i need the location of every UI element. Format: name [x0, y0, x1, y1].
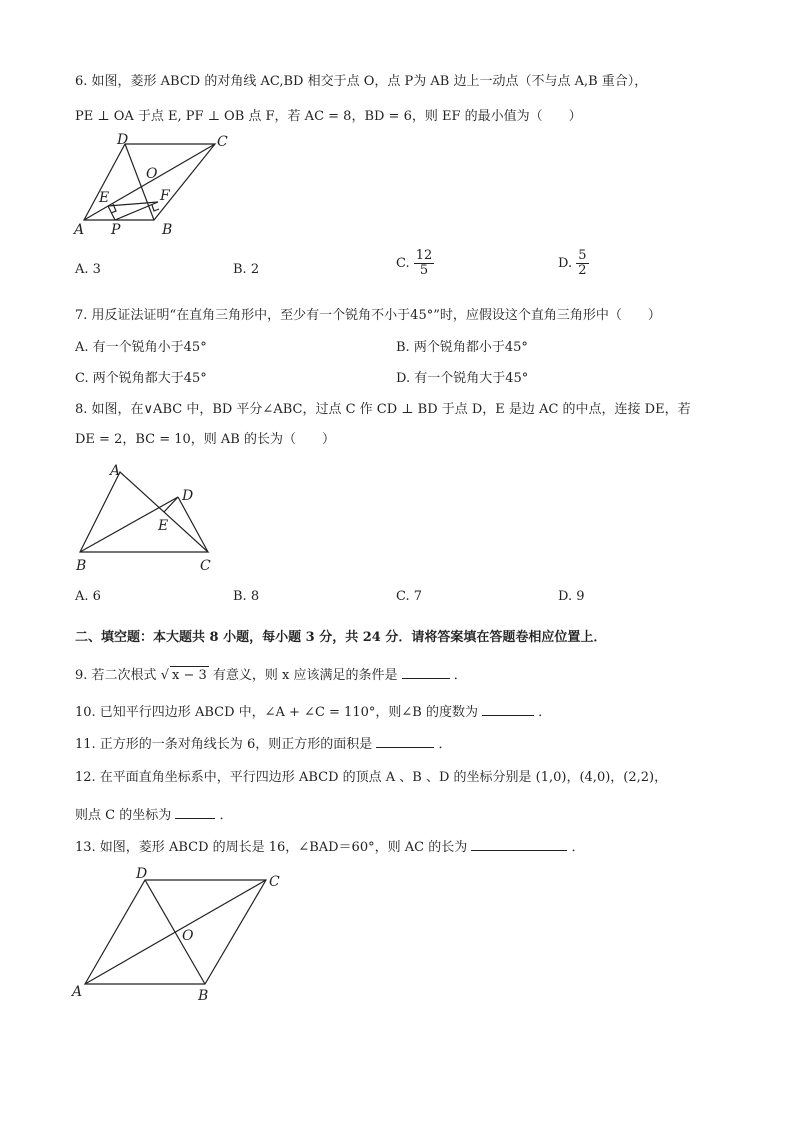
q8-option-d[interactable]: D. 9 — [558, 589, 585, 604]
q11-text-end: ． — [438, 737, 452, 752]
q10-stem — [75, 703, 551, 722]
q13-answer-blank[interactable] — [471, 838, 567, 851]
q10-text-end: ． — [538, 705, 552, 720]
q7-option-c[interactable]: C. 两个锐角都大于45° — [75, 371, 207, 386]
q8-segment-de — [164, 497, 178, 512]
q6-option-d-fraction — [576, 249, 588, 278]
q6-label-p: P — [111, 222, 121, 238]
q10-answer-blank[interactable] — [482, 703, 534, 716]
q13-label-b: B — [198, 988, 209, 1004]
q8-label-a: A — [110, 463, 121, 479]
q8-label-d: D — [182, 488, 194, 504]
q6-option-d-prefix: D. — [558, 256, 573, 271]
q6-option-d[interactable] — [558, 249, 589, 278]
q8-option-b[interactable]: B. 8 — [233, 589, 260, 604]
q6-stem-line1: 6. 如图，菱形 ABCD 的对角线 AC,BD 相交于点 O，点 P为 AB 边上一动点（不与点 A,B 重合）， — [75, 74, 648, 89]
q8-triangle-abc — [80, 472, 208, 552]
q7-option-b[interactable]: B. 两个锐角都小于45° — [396, 340, 528, 355]
q8-triangle-figure — [70, 460, 230, 575]
q6-label-a: A — [74, 222, 85, 238]
q6-label-d: D — [117, 132, 129, 148]
q8-label-c: C — [200, 558, 211, 574]
q11-answer-blank[interactable] — [376, 735, 434, 748]
q6-option-a[interactable]: A. 3 — [75, 262, 101, 277]
q13-text-end: ． — [571, 840, 585, 855]
q13-label-c: C — [269, 874, 280, 890]
q13-text-pre: 13. 如图，菱形 ABCD 的周长是 16，∠BAD＝60°，则 AC 的长为 — [75, 840, 468, 855]
q12-stem-line1: 12. 在平面直角坐标系中，平行四边形 ABCD 的顶点 A 、B 、D 的坐标分别是 (1,0)，(4,0)，(2,2)， — [75, 770, 668, 785]
q6-label-f: F — [160, 188, 170, 204]
q8-label-e: E — [158, 518, 169, 534]
q6-option-d-numerator: 5 — [578, 248, 587, 263]
q6-option-c-denominator: 5 — [419, 263, 429, 278]
q8-option-c[interactable]: C. 7 — [396, 589, 423, 604]
q6-option-b[interactable]: B. 2 — [233, 262, 260, 277]
q12-answer-blank[interactable] — [175, 806, 215, 819]
q7-stem: 7. 用反证法证明“在直角三角形中，至少有一个锐角不小于45°”时，应假设这个直角三角形中（ ） — [75, 308, 661, 323]
q9-text-end: ． — [453, 668, 467, 683]
q12-text-pre: 则点 C 的坐标为 — [75, 808, 172, 823]
q10-text-pre: 10. 已知平行四边形 ABCD 中，∠A + ∠C = 110°，则∠B 的度数为 — [75, 705, 478, 720]
q8-label-b: B — [76, 558, 87, 574]
q13-label-d: D — [136, 866, 148, 882]
q13-diagonal-bd — [145, 880, 205, 984]
q8-option-a[interactable]: A. 6 — [75, 589, 101, 604]
q9-radical: √ x − 3 — [160, 668, 207, 683]
q9-text-pre: 9. 若二次根式 — [75, 668, 157, 683]
q6-rhombus-figure — [70, 130, 240, 240]
q12-stem-line2 — [75, 806, 233, 825]
q11-text-pre: 11. 正方形的一条对角线长为 6，则正方形的面积是 — [75, 737, 373, 752]
q13-rhombus-figure — [66, 862, 296, 1007]
q9-text-post: 有意义，则 x 应该满足的条件是 — [212, 668, 398, 683]
q6-option-c-prefix: C. — [396, 256, 410, 271]
q6-stem-line2: PE ⊥ OA 于点 E, PF ⊥ OB 点 F，若 AC = 8，BD = 6，则 EF 的最小值为（ ） — [75, 109, 582, 124]
q13-label-a: A — [72, 984, 83, 1000]
q13-label-o: O — [182, 928, 194, 944]
q6-option-d-denominator: 2 — [578, 263, 587, 278]
q8-segment-cd — [178, 497, 208, 552]
q6-label-b: B — [162, 222, 173, 238]
q12-text-end: ． — [219, 808, 233, 823]
q7-option-d[interactable]: D. 有一个锐角大于45° — [396, 371, 529, 386]
q6-label-o: O — [146, 166, 158, 182]
q6-option-c-numerator: 12 — [415, 248, 433, 263]
q11-stem — [75, 735, 452, 754]
q9-stem — [75, 666, 467, 685]
q7-option-a[interactable]: A. 有一个锐角小于45° — [75, 340, 207, 355]
q9-radicand: x − 3 — [171, 668, 207, 683]
q6-option-c-fraction — [414, 249, 435, 278]
q6-label-c: C — [217, 134, 228, 150]
section-2-heading: 二、填空题：本大题共 8 小题，每小题 3 分，共 24 分．请将答案填在答题卷相应位置上． — [75, 630, 607, 645]
q6-option-c[interactable] — [396, 249, 434, 278]
q6-label-e: E — [99, 190, 110, 206]
q8-stem-line1: 8. 如图，在∨ABC 中，BD 平分∠ABC，过点 C 作 CD ⊥ BD 于点 D，E 是边 AC 的中点，连接 DE，若 — [75, 402, 691, 417]
q13-stem — [75, 838, 585, 857]
q9-answer-blank[interactable] — [402, 666, 450, 679]
q6-right-angle-f — [152, 205, 159, 211]
q8-stem-line2: DE = 2，BC = 10，则 AB 的长为（ ） — [75, 432, 335, 447]
